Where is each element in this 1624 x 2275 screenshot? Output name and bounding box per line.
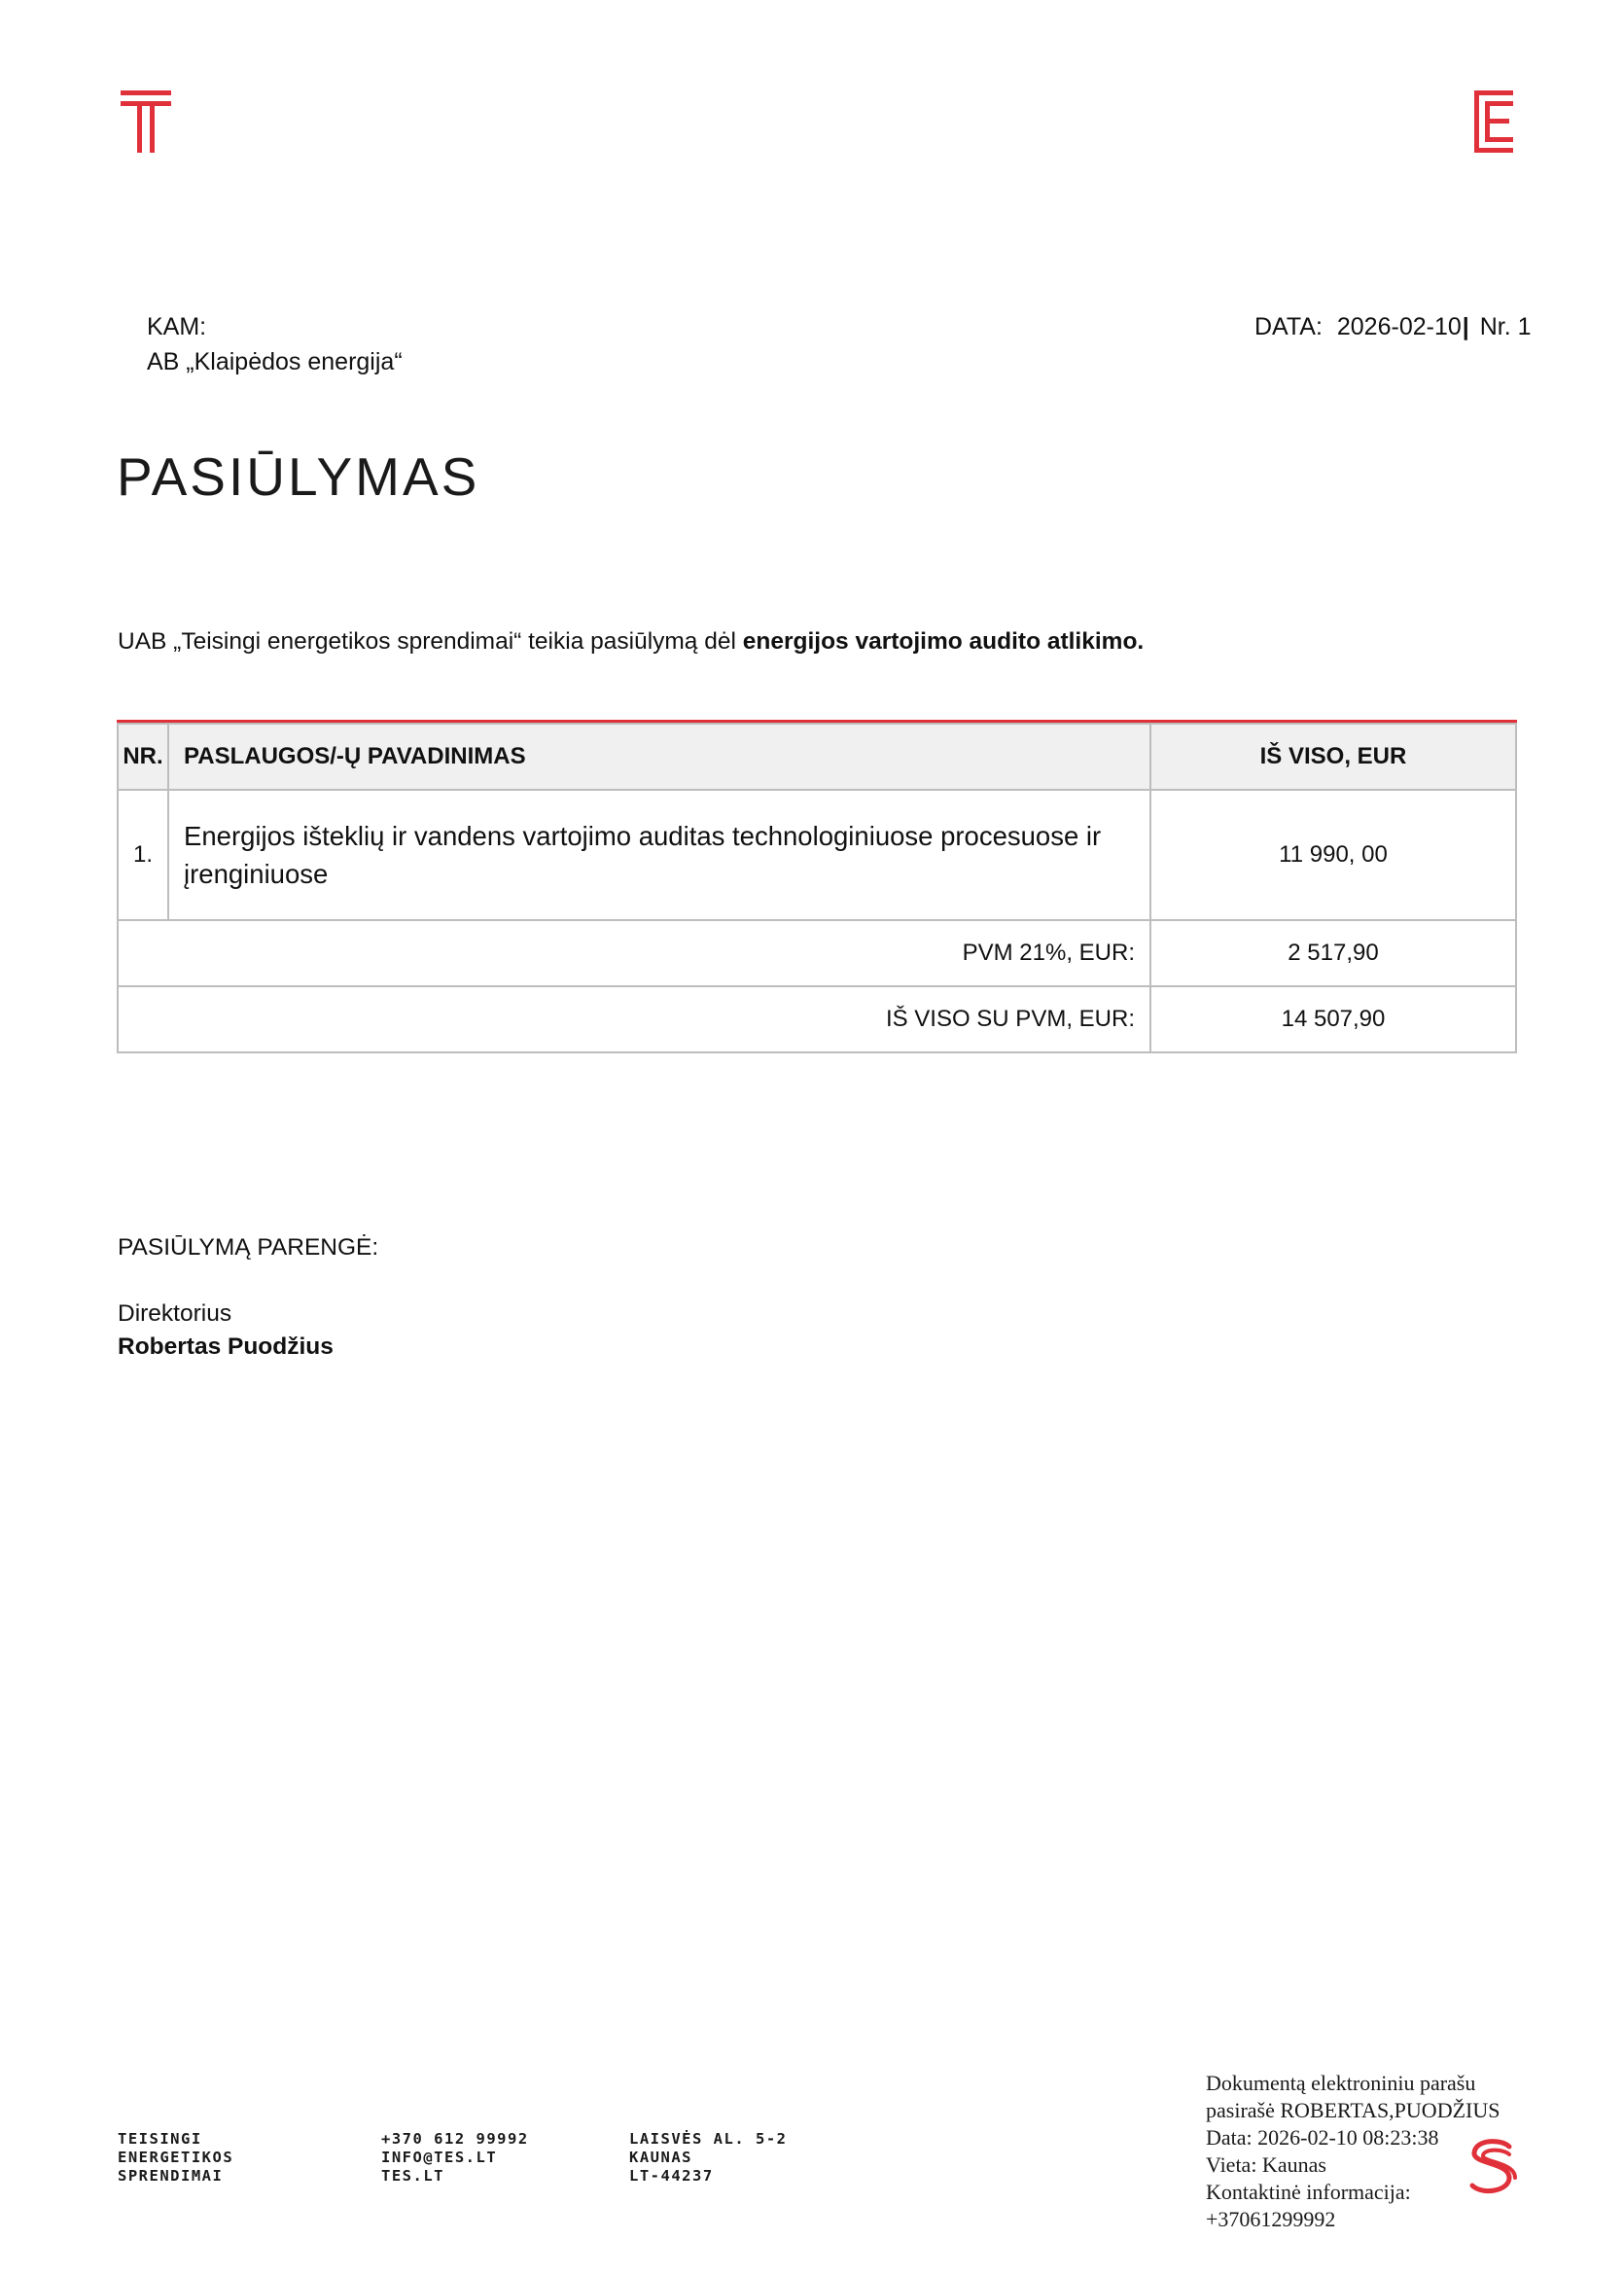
recipient-block <box>147 309 403 379</box>
prepared-by-label: PASIŪLYMĄ PARENGĖ: <box>118 1234 379 1261</box>
company-logo-t-icon <box>121 90 171 153</box>
grand-total-value: 14 507,90 <box>1150 986 1516 1052</box>
footer-company-line: SPRENDIMAI <box>118 2167 224 2185</box>
footer-address-line: LAISVĖS AL. 5-2 <box>629 2130 788 2148</box>
footer-address <box>629 2130 787 2186</box>
date-label: DATA: <box>1254 313 1323 340</box>
esignature-stamp <box>1206 2070 1500 2233</box>
row-total: 11 990, 00 <box>1150 790 1516 920</box>
intro-paragraph <box>118 625 1144 658</box>
header-nr: NR. <box>118 724 168 790</box>
footer-company-line: ENERGETIKOS <box>118 2149 234 2166</box>
page-title: PASIŪLYMAS <box>117 446 480 507</box>
esignature-s-logo-icon <box>1465 2137 1519 2202</box>
recipient-label: KAM: <box>147 313 207 340</box>
footer-contacts <box>381 2130 529 2186</box>
esignature-line: Kontaktinė informacija: <box>1206 2180 1411 2204</box>
esignature-line: Vieta: Kaunas <box>1206 2152 1326 2177</box>
row-nr: 1. <box>118 790 168 920</box>
company-logo-e-icon <box>1474 90 1515 153</box>
footer-website: TES.LT <box>381 2167 444 2185</box>
signer-name: Robertas Puodžius <box>118 1333 334 1360</box>
table-header-row <box>118 724 1516 790</box>
table-row <box>118 790 1516 920</box>
header-total: IŠ VISO, EUR <box>1150 724 1516 790</box>
footer-company-line: TEISINGI <box>118 2130 202 2148</box>
footer-company <box>118 2130 233 2186</box>
grand-total-row <box>118 986 1516 1052</box>
document-meta <box>1254 309 1532 344</box>
footer-address-line: LT-44237 <box>629 2167 714 2185</box>
intro-text: UAB „Teisingi energetikos sprendimai“ teikia pasiūlymą dėl <box>118 628 743 655</box>
grand-total-label: IŠ VISO SU PVM, EUR: <box>118 986 1150 1052</box>
recipient-name: AB „Klaipėdos energija“ <box>147 348 403 375</box>
meta-separator: | <box>1462 313 1469 340</box>
footer-email: INFO@TES.LT <box>381 2149 498 2166</box>
intro-bold-text: energijos vartojimo audito atlikimo. <box>742 628 1145 655</box>
vat-row <box>118 920 1516 986</box>
esignature-line: pasirašė ROBERTAS,PUODŽIUS <box>1206 2098 1500 2122</box>
document-number: Nr. 1 <box>1479 313 1532 340</box>
esignature-line: Data: 2026-02-10 08:23:38 <box>1206 2125 1439 2150</box>
row-service-name: Energijos išteklių ir vandens vartojimo auditas technologiniuose procesuose ir įrenginiuose <box>168 790 1150 920</box>
footer-address-line: KAUNAS <box>629 2149 692 2166</box>
header-service-name: PASLAUGOS/-Ų PAVADINIMAS <box>168 724 1150 790</box>
signer-role: Direktorius <box>118 1300 232 1327</box>
services-table <box>117 720 1517 1053</box>
date-value: 2026-02-10 <box>1336 313 1462 340</box>
esignature-line: Dokumentą elektroniniu parašu <box>1206 2071 1476 2095</box>
vat-value: 2 517,90 <box>1150 920 1516 986</box>
vat-label: PVM 21%, EUR: <box>118 920 1150 986</box>
esignature-line: +37061299992 <box>1206 2207 1336 2231</box>
footer-phone: +370 612 99992 <box>381 2130 529 2148</box>
